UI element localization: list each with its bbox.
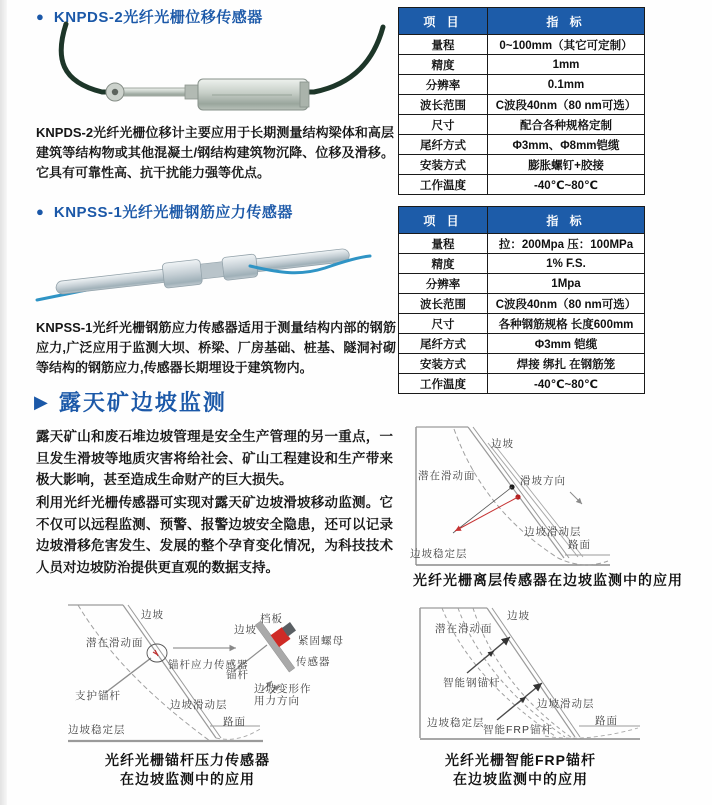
label-force-direction-line2: 用力方向 xyxy=(254,695,300,707)
table-row xyxy=(399,95,645,115)
col-header-item: 项 目 xyxy=(399,8,488,35)
spec-value-cell: 0.1mm xyxy=(488,75,645,95)
spec-name-cell: 尺寸 xyxy=(399,314,488,334)
displacement-red-arrow xyxy=(455,497,518,531)
spec-name-cell: 量程 xyxy=(399,234,488,254)
bullet-circle-icon: ● xyxy=(36,9,44,24)
spec-value-cell: 拉：200Mpa 压：100MPa xyxy=(488,234,645,254)
caption-line2: 在边坡监测中的应用 xyxy=(453,771,588,787)
label-road: 路面 xyxy=(568,539,591,551)
road-dashed-merge xyxy=(216,729,260,739)
spec-name-cell: 精度 xyxy=(399,254,488,274)
table-row xyxy=(399,354,645,374)
section3-paragraph2: 利用光纤光栅传感器可实现对露天矿边坡滑坡移动监测。它不仅可以远程监测、预警、报警边坡安全隐患，还可以记录边坡滑移危害发生、发展的整个孕育变化情况，为科技技术人员对边坡防治提供更直观的数据支持。 xyxy=(36,495,393,575)
slope-face-line2 xyxy=(473,427,569,558)
label-sliding-layer: 边坡滑动层 xyxy=(524,526,582,538)
section3-title-text: 露天矿边坡监测 xyxy=(58,390,227,415)
label-slope: 边坡 xyxy=(491,438,514,450)
label-anchor-stress-sensor: 锚杆应力传感器 xyxy=(168,659,249,671)
label-smart-frp-anchor: 智能FRP锚杆 xyxy=(483,724,553,736)
sensor-coupler xyxy=(185,85,198,99)
frp-anchor-mid-arrow xyxy=(517,697,526,704)
spec-value-cell: 配合各种规格定制 xyxy=(488,115,645,135)
diagram-frp-anchor xyxy=(395,593,710,745)
label-inset-slope: 边坡 xyxy=(234,624,257,636)
diagram-frp-caption xyxy=(398,751,643,789)
spec-value-cell: 1Mpa xyxy=(488,274,645,294)
label-potential-surface: 潜在滑动面 xyxy=(418,470,476,482)
triangle-bullet-icon: ▶ xyxy=(34,391,48,412)
table-row xyxy=(399,374,645,394)
diagram-separation-caption: 光纤光栅离层传感器在边坡监测中的应用 xyxy=(413,572,683,588)
spec-value-cell: Φ3mm 铠缆 xyxy=(488,334,645,354)
spec-name-cell: 尺寸 xyxy=(399,115,488,135)
diagram-separation-sensor xyxy=(398,418,698,573)
table-row xyxy=(399,75,645,95)
label-stable-layer: 边坡稳定层 xyxy=(68,724,126,736)
table-row xyxy=(399,175,645,195)
label-inset-sensor: 传感器 xyxy=(296,656,331,668)
label-road: 路面 xyxy=(223,716,246,728)
potential-sliding-surface-dashed xyxy=(78,605,210,741)
knpss1-sensor-drawing xyxy=(25,228,380,313)
label-stable-layer: 边坡稳定层 xyxy=(427,717,485,729)
slide-direction-arrow xyxy=(570,492,582,504)
label-potential-surface: 潜在滑动面 xyxy=(86,637,144,649)
spec-value-cell: 1% F.S. xyxy=(488,254,645,274)
spec-name-cell: 精度 xyxy=(399,55,488,75)
section2-description: KNPSS-1光纤光栅钢筋应力传感器适用于测量结构内部的钢筋应力,广泛应用于监测大坝、桥梁、厂房基础、桩基、隧洞衬砌等结构的钢筋应力,传感器长期埋设于建筑物内。 xyxy=(36,320,396,375)
spec-name-cell: 安装方式 xyxy=(399,155,488,175)
label-sliding-layer: 边坡滑动层 xyxy=(170,699,228,711)
table-row xyxy=(399,234,645,254)
sensor-collar-left xyxy=(162,259,203,288)
label-slide-direction: 滑坡方向 xyxy=(520,475,566,487)
spec-value-cell: 0~100mm（其它可定制） xyxy=(488,35,645,55)
spec-value-cell: 焊接 绑扎 在钢筋笼 xyxy=(488,354,645,374)
section2-title-text: KNPSS-1光纤光栅钢筋应力传感器 xyxy=(53,204,293,221)
section2-title xyxy=(36,201,293,222)
table-row xyxy=(399,314,645,334)
spec-value-cell: 1mm xyxy=(488,55,645,75)
spec-name-cell: 尾纤方式 xyxy=(399,135,488,155)
spec-name-cell: 波长范围 xyxy=(399,294,488,314)
label-sliding-layer: 边坡滑动层 xyxy=(537,698,595,710)
section1-title-text: KNPDS-2光纤光栅位移传感器 xyxy=(53,9,263,26)
table-header-row xyxy=(399,207,645,234)
caption-line1: 光纤光栅锚杆压力传感器 xyxy=(105,752,270,768)
table-row xyxy=(399,274,645,294)
section1-description: KNPDS-2光纤光栅位移计主要应用于长期测量结构梁体和高层建筑等结构物或其他混凝土/钢结构建筑物沉降、位移及滑移。它具有可靠性高、抗干扰能力强等优点。 xyxy=(36,125,394,180)
table-row xyxy=(399,135,645,155)
spec-name-cell: 分辨率 xyxy=(399,75,488,95)
steel-anchor-mid-arrow xyxy=(485,651,494,658)
label-smart-steel-anchor: 智能钢锚杆 xyxy=(443,677,501,689)
spec-value-cell: C波段40nm（80 nm可选） xyxy=(488,95,645,115)
label-stable-layer: 边坡稳定层 xyxy=(410,548,468,560)
table-row xyxy=(399,115,645,135)
slope-face-line xyxy=(123,605,216,738)
slope-face-line2 xyxy=(128,605,221,738)
label-slope: 边坡 xyxy=(141,609,164,621)
table-row xyxy=(399,294,645,314)
spec-name-cell: 波长范围 xyxy=(399,95,488,115)
section3-paragraph1: 露天矿山和废石堆边坡管理是安全生产管理的另一重点，一旦发生滑坡等地质灾害将给社会、矿山工程建设和生产带来极大影响，甚至造成生命财产的巨大损失。 xyxy=(36,429,393,487)
spec-name-cell: 工作温度 xyxy=(399,374,488,394)
knpds2-spec-table xyxy=(398,7,645,195)
col-header-spec: 指 标 xyxy=(488,207,645,234)
spec-name-cell: 分辨率 xyxy=(399,274,488,294)
spec-value-cell: -40℃~80℃ xyxy=(488,175,645,195)
label-force-direction-line1: 边坡变形作 xyxy=(254,683,312,695)
table-row xyxy=(399,35,645,55)
spec-value-cell: -40℃~80℃ xyxy=(488,374,645,394)
spec-name-cell: 工作温度 xyxy=(399,175,488,195)
slope-face-line xyxy=(468,427,564,558)
label-slope: 边坡 xyxy=(507,610,530,622)
table-row xyxy=(399,55,645,75)
table-header-row xyxy=(399,8,645,35)
sensor-rod xyxy=(118,88,192,96)
section3-title xyxy=(34,386,227,417)
spec-value-cell: C波段40nm（80 nm可选） xyxy=(488,294,645,314)
label-potential-surface: 潜在滑动面 xyxy=(435,623,493,635)
label-baffle: 档板 xyxy=(260,613,283,625)
support-anchor-line xyxy=(105,658,151,693)
knpds2-sensor-drawing xyxy=(52,20,397,132)
spec-value-cell: Φ3mm、Φ8mm铠缆 xyxy=(488,135,645,155)
label-anchor-rod: 锚杆 xyxy=(226,669,249,681)
spec-value-cell: 各种钢筋规格 长度600mm xyxy=(488,314,645,334)
table-row xyxy=(399,254,645,274)
diagram-anchor-caption xyxy=(55,751,320,789)
sensor-end-cap xyxy=(300,82,309,107)
label-support-anchor: 支护锚杆 xyxy=(75,690,121,702)
spec-name-cell: 尾纤方式 xyxy=(399,334,488,354)
caption-line2: 在边坡监测中的应用 xyxy=(120,771,255,787)
caption-line1: 光纤光栅智能FRP锚杆 xyxy=(445,752,596,768)
diagram-anchor-pressure xyxy=(20,595,380,747)
measure-line-black xyxy=(453,487,512,533)
table-row xyxy=(399,155,645,175)
page-edge-shadow xyxy=(0,0,7,805)
spec-name-cell: 量程 xyxy=(399,35,488,55)
knpss1-sensor-photo xyxy=(25,228,380,313)
spec-value-cell: 膨胀螺钉+胶接 xyxy=(488,155,645,175)
bullet-circle-icon: ● xyxy=(36,204,44,219)
knpds2-sensor-photo xyxy=(52,20,397,132)
col-header-item: 项 目 xyxy=(399,207,488,234)
knpss1-spec-table xyxy=(398,206,645,394)
spec-name-cell: 安装方式 xyxy=(399,354,488,374)
label-road: 路面 xyxy=(595,715,618,727)
sensor-neck xyxy=(200,262,224,279)
label-fastening-nut: 紧固螺母 xyxy=(298,635,344,647)
col-header-spec: 指 标 xyxy=(488,8,645,35)
sensor-eyelet-hole xyxy=(112,89,118,95)
table-row xyxy=(399,334,645,354)
